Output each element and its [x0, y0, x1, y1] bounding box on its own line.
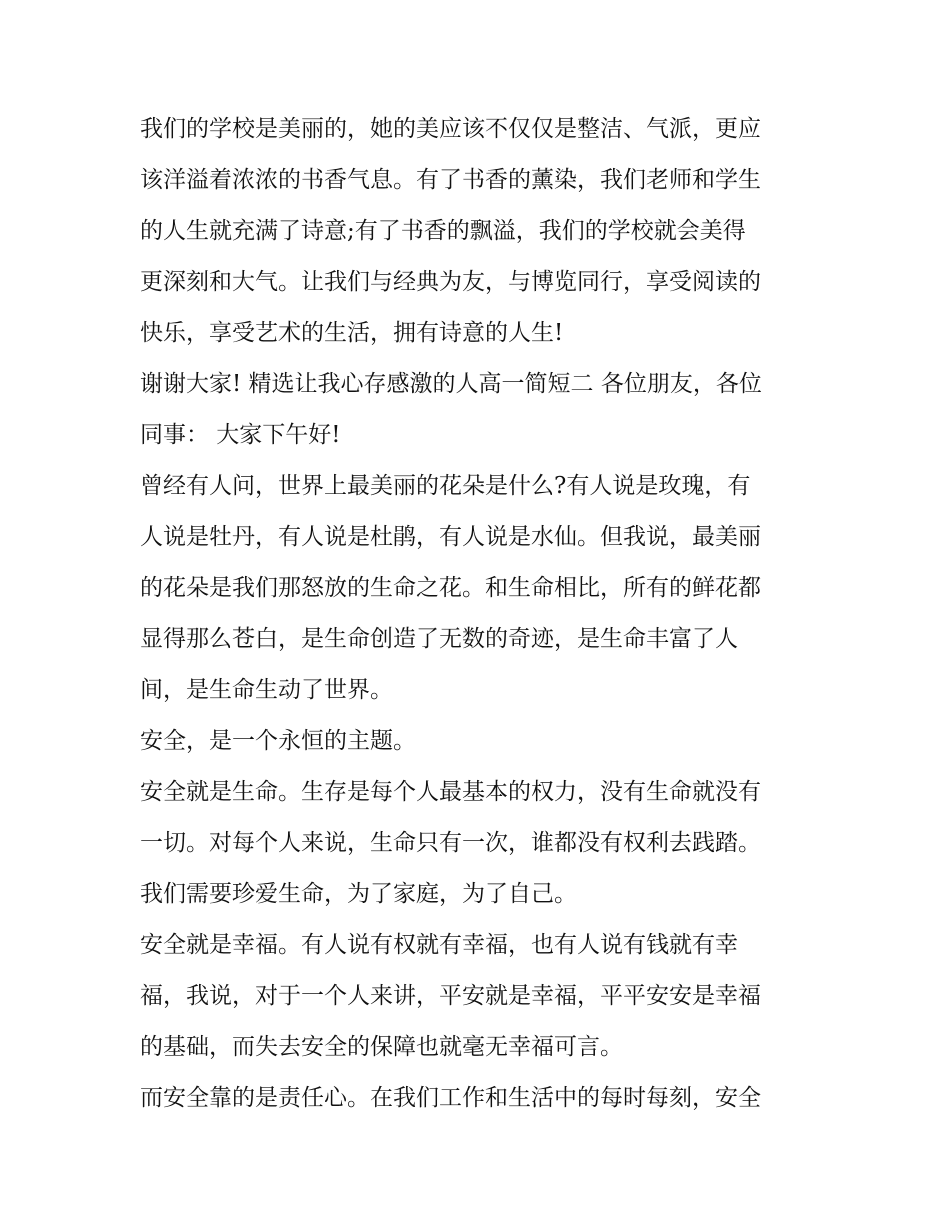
text-line: 同事： 大家下午好!: [140, 422, 341, 448]
text-line: 安全就是幸福。有人说有权就有幸福，也有人说有钱就有幸: [140, 932, 738, 958]
text-line: 我们的学校是美丽的，她的美应该不仅仅是整洁、气派，更应: [140, 116, 761, 142]
text-line: 快乐，享受艺术的生活，拥有诗意的人生!: [140, 320, 564, 346]
text-line: 谢谢大家! 精选让我心存感激的人高一简短二 各位朋友，各位: [140, 371, 762, 397]
text-line: 曾经有人问，世界上最美丽的花朵是什么?有人说是玫瑰，有: [140, 473, 751, 499]
text-line: 安全，是一个永恒的主题。: [140, 728, 416, 754]
text-line: 我们需要珍爱生命，为了家庭，为了自己。: [140, 881, 577, 907]
text-line: 而安全靠的是责任心。在我们工作和生活中的每时每刻，安全: [140, 1085, 761, 1111]
text-line: 显得那么苍白，是生命创造了无数的奇迹，是生命丰富了人: [140, 626, 738, 652]
document-body: [140, 104, 820, 1124]
text-line: 间，是生命生动了世界。: [140, 677, 393, 703]
text-line: 安全就是生命。生存是每个人最基本的权力，没有生命就没有: [140, 779, 761, 805]
text-line: 福，我说，对于一个人来讲，平安就是幸福，平平安安是幸福: [140, 983, 761, 1009]
text-line: 的人生就充满了诗意;有了书香的飘溢，我们的学校就会美得: [140, 218, 746, 244]
text-line: 更深刻和大气。让我们与经典为友，与博览同行，享受阅读的: [140, 269, 761, 295]
text-line: 该洋溢着浓浓的书香气息。有了书香的薰染，我们老师和学生: [140, 167, 761, 193]
text-line: 一切。对每个人来说，生命只有一次，谁都没有权利去践踏。: [140, 830, 761, 856]
text-line: 人说是牡丹，有人说是杜鹃，有人说是水仙。但我说，最美丽: [140, 524, 761, 550]
text-line: 的花朵是我们那怒放的生命之花。和生命相比，所有的鲜花都: [140, 575, 761, 601]
text-line: 的基础，而失去安全的保障也就毫无幸福可言。: [140, 1034, 623, 1060]
